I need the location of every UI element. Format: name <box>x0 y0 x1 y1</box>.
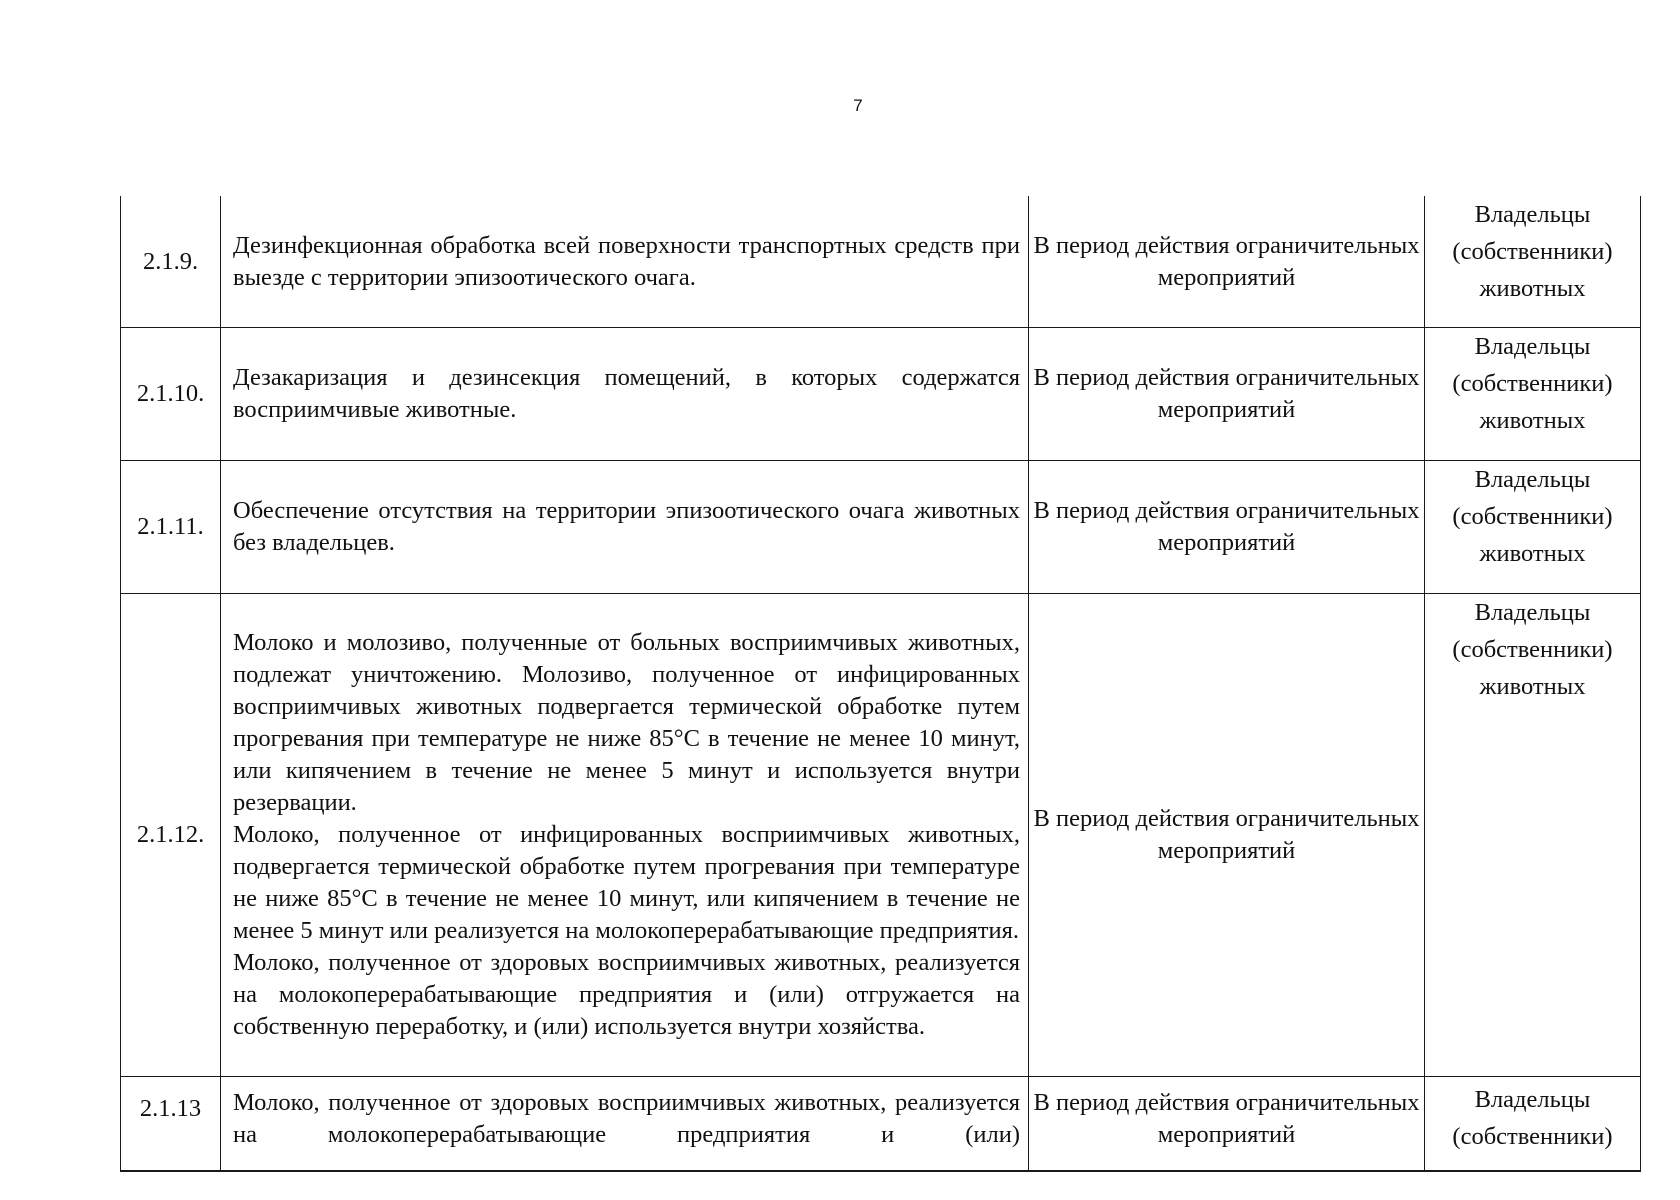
page-number: 7 <box>853 96 863 115</box>
responsible-text: Владельцы (собственники) животных <box>1452 599 1613 700</box>
item-number: 2.1.12. <box>121 594 221 1077</box>
responsible-cell <box>1425 328 1641 461</box>
period-cell: В период действия ограничительных мероприятий <box>1029 594 1425 1077</box>
table-row <box>121 196 1641 328</box>
description-paragraph: Обеспечение отсутствия на территории эпизоотического очага животных без владельцев. <box>233 497 1020 556</box>
measures-table <box>120 196 1641 1172</box>
item-number: 2.1.9. <box>121 196 221 328</box>
responsible-cell <box>1425 594 1641 1077</box>
item-number: 2.1.10. <box>121 328 221 461</box>
description-paragraph: Молоко, полученное от здоровых восприимчивых животных, реализуется на молокоперерабатывающие предприятия и (или) отгружается на собственную переработку, и (или) используется внутри хозяйства. <box>233 949 1020 1040</box>
measure-description <box>221 594 1029 1077</box>
table-row <box>121 461 1641 594</box>
responsible-cell <box>1425 196 1641 328</box>
item-number: 2.1.13 <box>121 1077 221 1172</box>
responsible-cell <box>1425 1077 1641 1172</box>
period-cell: В период действия ограничительных мероприятий <box>1029 196 1425 328</box>
measure-description <box>221 328 1029 461</box>
period-cell: В период действия ограничительных мероприятий <box>1029 328 1425 461</box>
description-paragraph: Молоко, полученное от инфицированных восприимчивых животных, подвергается термической обработке путем прогревания при температуре не ниже 85°С в течение не менее 10 минут, или кипячением в течение не менее 5 минут или реализуется на молокоперерабатывающие предприятия. <box>233 821 1020 944</box>
period-cell: В период действия ограничительных мероприятий <box>1029 461 1425 594</box>
description-paragraph: Дезакаризация и дезинсекция помещений, в которых содержатся восприимчивые животные. <box>233 364 1020 423</box>
table-row <box>121 1077 1641 1172</box>
period-cell: В период действия ограничительных мероприятий <box>1029 1077 1425 1172</box>
table-row <box>121 328 1641 461</box>
description-paragraph: Молоко и молозиво, полученные от больных восприимчивых животных, подлежат уничтожению. Молозиво, полученное от инфицированных восприимчивых животных подвергается термической обработке путем прогревания при температуре не ниже 85°С в течение не менее 10 минут, или кипячением в течение не менее 5 минут и используется внутри резервации. <box>233 629 1020 816</box>
measure-description <box>221 196 1029 328</box>
responsible-cell <box>1425 461 1641 594</box>
responsible-text: Владельцы (собственники) животных <box>1452 466 1613 567</box>
measure-description <box>221 1077 1029 1172</box>
description-paragraph: Дезинфекционная обработка всей поверхности транспортных средств при выезде с территории эпизоотического очага. <box>233 231 1020 291</box>
description-paragraph: Молоко, полученное от здоровых восприимчивых животных, реализуется на молокоперерабатывающие предприятия и (или) <box>233 1089 1020 1148</box>
item-number: 2.1.11. <box>121 461 221 594</box>
responsible-text: Владельцы (собственники) <box>1452 1086 1613 1150</box>
responsible-text: Владельцы (собственники) животных <box>1452 333 1613 434</box>
table-row <box>121 594 1641 1077</box>
measure-description <box>221 461 1029 594</box>
responsible-text: Владельцы (собственники) животных <box>1452 201 1613 302</box>
